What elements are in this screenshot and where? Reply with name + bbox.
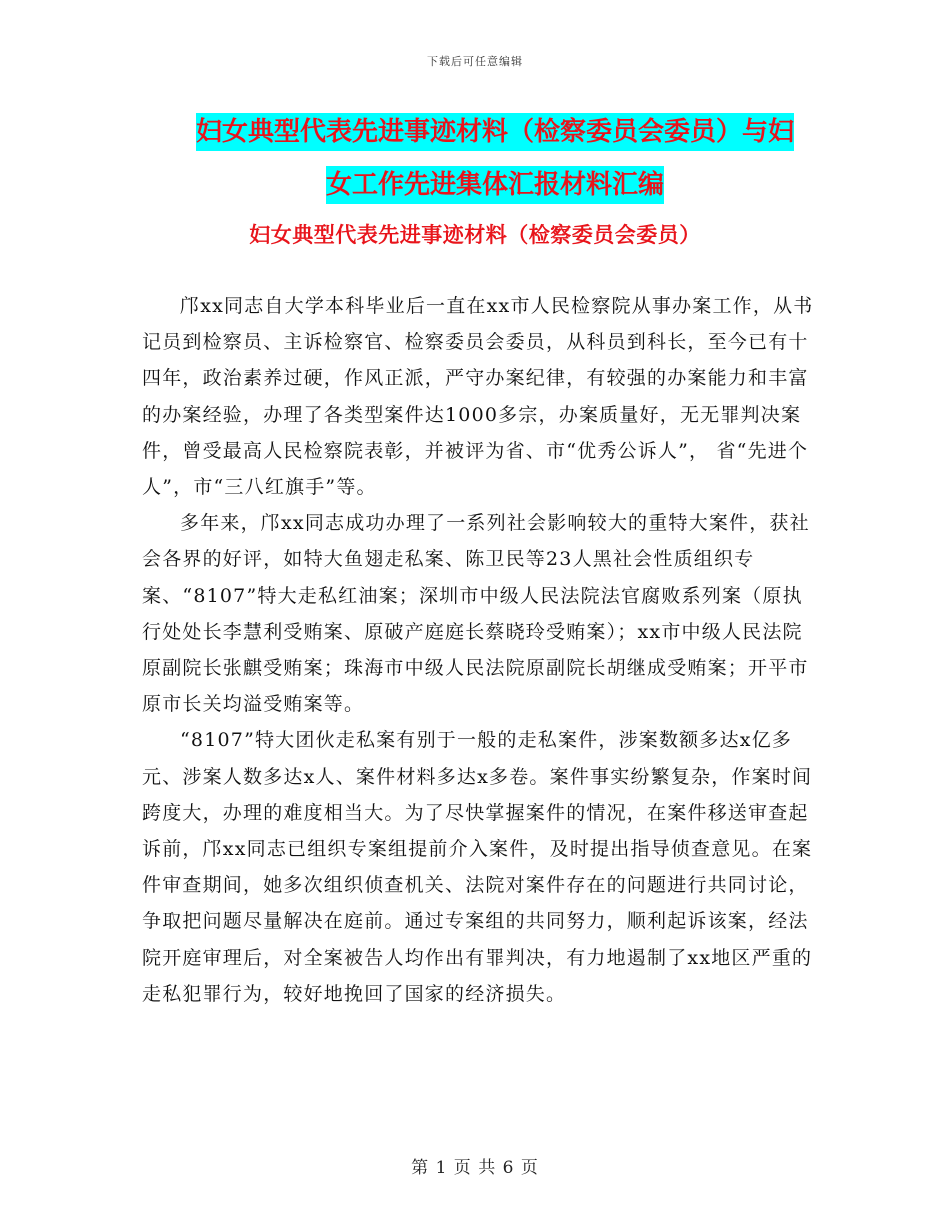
section-title: 妇女典型代表先进事迹材料（检察委员会委员） — [249, 222, 701, 247]
body-text — [142, 288, 822, 1012]
paragraph-3: “8107”特大团伙走私案有别于一般的走私案件，涉案数额多达x亿多元、涉案人数多达x人、案件材料多达x多卷。案件事实纷繁复杂，作案时间跨度大，办理的难度相当大。为了尽快掌握案件的情况，在案件移送审查起诉前，邝xx同志已组织专案组提前介入案件，及时提出指导侦查意见。在案件审查期间，她多次组织侦查机关、法院对案件存在的问题进行共同讨论，争取把问题尽量解决在庭前。通过专案组的共同努力，顺利起诉该案，经法院开庭审理后，对全案被告人均作出有罪判决，有力地遏制了xx地区严重的走私犯罪行为，较好地挽回了国家的经济损失。 — [142, 729, 813, 1005]
document-title — [130, 106, 860, 212]
paragraph-1: 邝xx同志自大学本科毕业后一直在xx市人民检察院从事办案工作，从书记员到检察员、主诉检察官、检察委员会委员，从科员到科长，至今已有十四年，政治素养过硬，作风正派，严守办案纪律，有较强的办案能力和丰富的办案经验，办理了各类型案件达1000多宗，办案质量好，无无罪判决案件，曾受最高人民检察院表彰，并被评为省、市“优秀公诉人”， 省“先进个人”，市“三八红旗手”等。 — [142, 295, 814, 499]
document-title-line-2: 女工作先进集体汇报材料汇编 — [326, 166, 664, 204]
document-title-line-1: 妇女典型代表先进事迹材料（检察委员会委员）与妇 — [196, 113, 794, 151]
page-number-footer: 第 1 页 共 6 页 — [411, 1158, 539, 1178]
paragraph-2: 多年来，邝xx同志成功办理了一系列社会影响较大的重特大案件，获社会各界的好评，如特大鱼翅走私案、陈卫民等23人黑社会性质组织专案、“8107”特大走私红油案；深圳市中级人民法院法官腐败系列案（原执行处处长李慧利受贿案、原破产庭庭长蔡晓玲受贿案）；xx市中级人民法院原副院长张麒受贿案；珠海市中级人民法院原副院长胡继成受贿案；开平市原市长关均溢受贿案等。 — [142, 512, 810, 716]
header-note: 下载后可任意编辑 — [427, 55, 523, 68]
